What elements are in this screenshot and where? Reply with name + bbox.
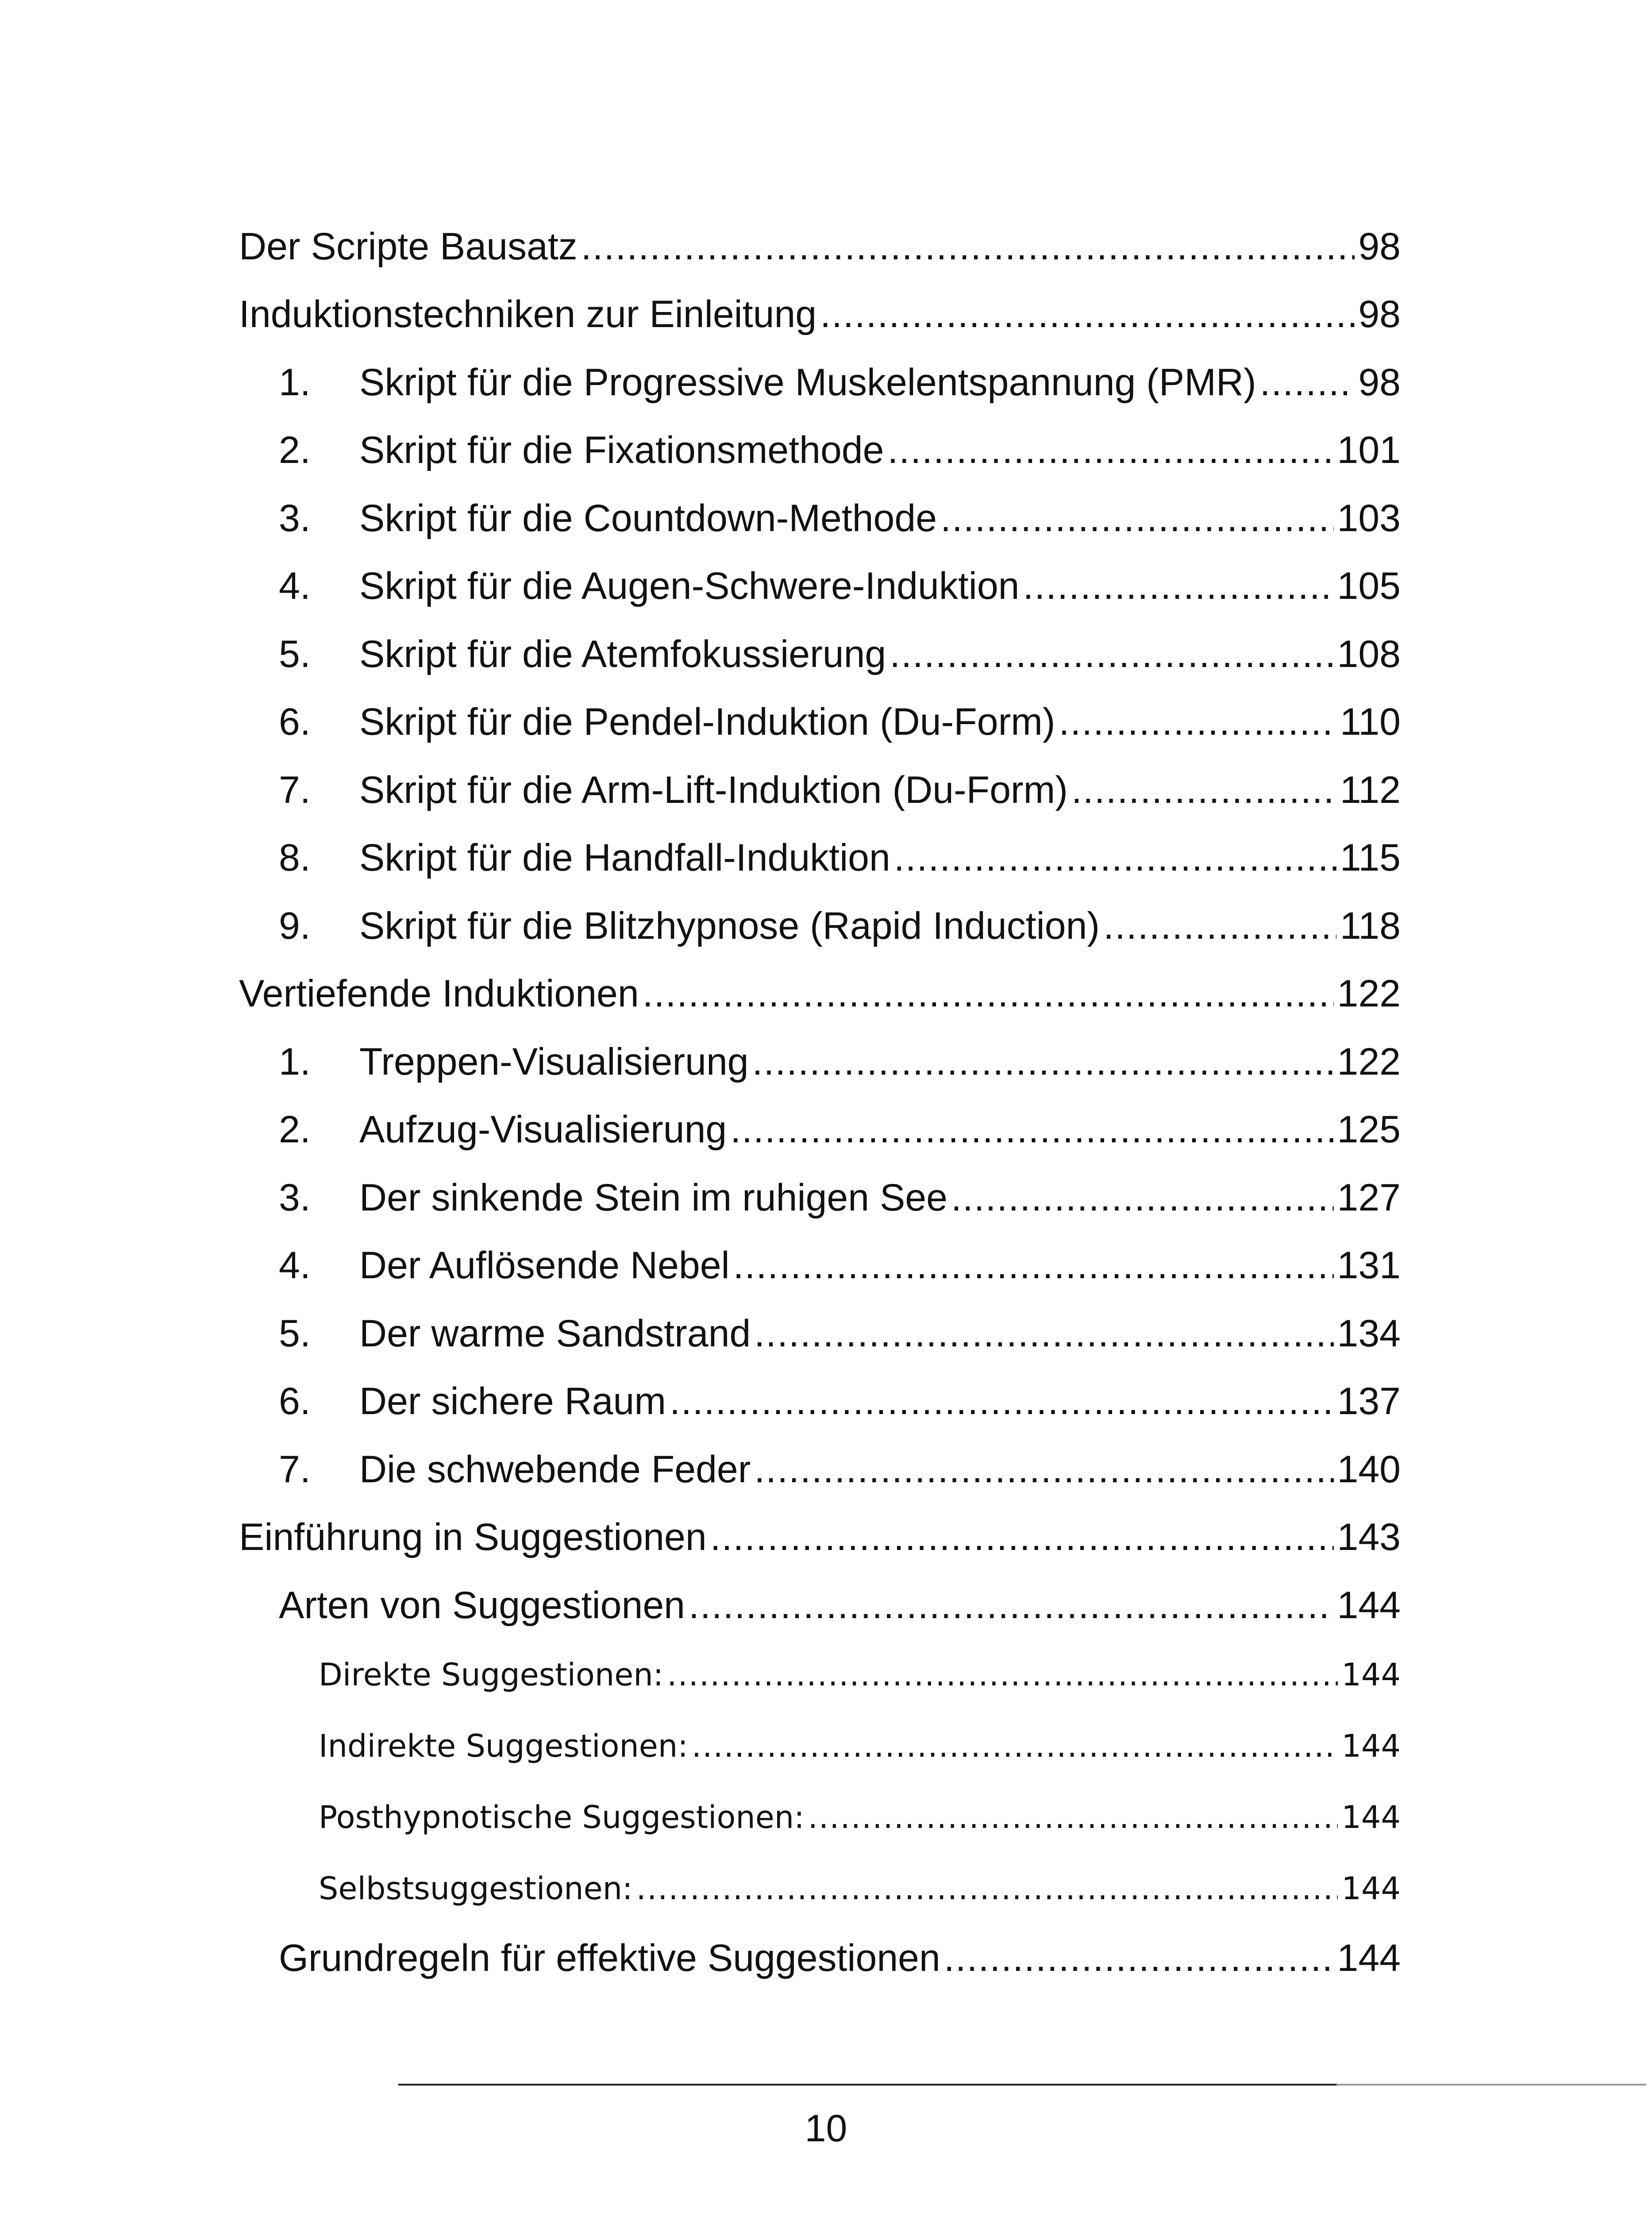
toc-entry[interactable]	[239, 892, 1401, 960]
toc-entry-page: 127	[1337, 1176, 1401, 1219]
dot-leader	[1103, 907, 1336, 945]
dot-leader	[951, 1179, 1334, 1217]
toc-entry-number: 4.	[279, 1244, 311, 1287]
toc-entry-page: 122	[1337, 1040, 1401, 1083]
dot-leader	[692, 1731, 1338, 1762]
toc-entry-page: 144	[1337, 1937, 1401, 1980]
dot-leader	[733, 1246, 1334, 1284]
toc-entry-page: 115	[1340, 837, 1401, 879]
toc-entry[interactable]	[239, 1782, 1401, 1853]
dot-leader	[894, 839, 1336, 877]
toc-entry-number: 2.	[279, 1108, 311, 1151]
toc-entry-page: 101	[1337, 429, 1401, 472]
toc-entry-page: 144	[1341, 1799, 1401, 1835]
toc-entry[interactable]	[239, 1711, 1401, 1782]
toc-entry-title: Skript für die Augen-Schwere-Induktion	[359, 565, 1020, 608]
toc-entry-title: Selbstsuggestionen:	[319, 1870, 633, 1907]
dot-leader	[636, 1873, 1338, 1904]
toc-entry-title: Skript für die Countdown-Methode	[359, 497, 937, 540]
dot-leader	[1059, 703, 1336, 741]
toc-entry-page: 98	[1358, 361, 1401, 404]
toc-entry-page: 98	[1358, 225, 1401, 268]
toc-entry-title: Indirekte Suggestionen:	[319, 1728, 688, 1764]
toc-entry[interactable]	[239, 484, 1401, 552]
toc-entry-page: 144	[1341, 1728, 1401, 1764]
toc-entry[interactable]	[239, 1639, 1401, 1711]
toc-entry[interactable]	[239, 1299, 1401, 1368]
toc-entry[interactable]	[239, 348, 1401, 416]
toc-entry-page: 110	[1340, 701, 1401, 744]
toc-entry[interactable]	[239, 824, 1401, 892]
toc-entry-title: Skript für die Fixationsmethode	[359, 429, 884, 472]
toc-entry-page: 137	[1337, 1380, 1401, 1423]
toc-entry[interactable]	[239, 1028, 1401, 1096]
toc-entry-title: Der sinkende Stein im ruhigen See	[359, 1176, 947, 1219]
dot-leader	[1260, 363, 1355, 401]
toc-entry-page: 140	[1337, 1448, 1401, 1491]
toc-entry-number: 8.	[279, 837, 311, 879]
toc-entry-title: Der sichere Raum	[359, 1380, 666, 1423]
toc-entry-title: Skript für die Arm-Lift-Induktion (Du-Form)	[359, 768, 1068, 811]
toc-entry[interactable]	[239, 1504, 1401, 1572]
toc-entry-title: Aufzug-Visualisierung	[359, 1108, 727, 1151]
toc-entry[interactable]	[239, 416, 1401, 485]
dot-leader	[940, 499, 1333, 537]
toc-entry-page: 108	[1337, 632, 1401, 675]
dot-leader	[820, 295, 1355, 333]
toc-entry-page: 143	[1337, 1516, 1401, 1559]
dot-leader	[667, 1659, 1338, 1690]
toc-entry-number: 3.	[279, 497, 311, 540]
toc-entry-page: 118	[1340, 904, 1401, 947]
dot-leader	[754, 1315, 1333, 1353]
dot-leader	[581, 227, 1355, 266]
toc-entry-title: Skript für die Pendel-Induktion (Du-Form)	[359, 701, 1055, 744]
toc-entry[interactable]	[239, 281, 1401, 349]
toc-entry-page: 98	[1358, 293, 1401, 336]
toc-entry-number: 7.	[279, 1448, 311, 1491]
footer-rule	[398, 2084, 1646, 2086]
toc-entry-title: Direkte Suggestionen:	[319, 1657, 664, 1693]
toc-entry-title: Posthypnotische Suggestionen:	[319, 1799, 805, 1835]
toc-entry[interactable]	[239, 688, 1401, 756]
toc-entry-title: Skript für die Handfall-Induktion	[359, 837, 890, 879]
toc-entry-page: 144	[1341, 1870, 1401, 1907]
toc-entry-page: 131	[1337, 1244, 1401, 1287]
toc-entry-number: 3.	[279, 1176, 311, 1219]
toc-entry-page: 103	[1337, 497, 1401, 540]
dot-leader	[887, 431, 1333, 469]
toc-entry[interactable]	[239, 1232, 1401, 1300]
toc-entry[interactable]	[239, 1435, 1401, 1504]
toc-entry-title: Arten von Suggestionen	[279, 1584, 685, 1627]
toc-entry-number: 6.	[279, 1380, 311, 1423]
toc-entry-page: 125	[1337, 1108, 1401, 1151]
dot-leader	[730, 1110, 1333, 1149]
dot-leader	[710, 1518, 1334, 1556]
toc-entry[interactable]	[239, 1096, 1401, 1164]
toc-entry[interactable]	[239, 620, 1401, 688]
toc-entry[interactable]	[239, 552, 1401, 621]
dot-leader	[1023, 567, 1333, 605]
toc-entry-number: 4.	[279, 565, 311, 608]
toc-entry-title: Die schwebende Feder	[359, 1448, 751, 1491]
toc-entry-title: Skript für die Blitzhypnose (Rapid Induction)	[359, 904, 1100, 947]
toc-entry-title: Induktionstechniken zur Einleitung	[239, 293, 817, 336]
toc-entry-number: 1.	[279, 1040, 311, 1083]
toc-entry[interactable]	[239, 1368, 1401, 1436]
toc-entry-page: 105	[1337, 565, 1401, 608]
toc-entry-page: 134	[1337, 1312, 1401, 1355]
toc-entry[interactable]	[239, 1924, 1401, 1993]
toc-entry-title: Der Auflösende Nebel	[359, 1244, 730, 1287]
toc-entry-page: 122	[1337, 972, 1401, 1015]
dot-leader	[670, 1382, 1334, 1420]
toc-entry-title: Skript für die Atemfokussierung	[359, 632, 886, 675]
toc-entry[interactable]	[239, 1164, 1401, 1232]
toc-entry[interactable]	[239, 212, 1401, 281]
dot-leader	[1071, 771, 1336, 809]
toc-entry-page: 144	[1341, 1657, 1401, 1693]
toc-entry-number: 5.	[279, 1312, 311, 1355]
toc-entry[interactable]	[239, 756, 1401, 824]
toc-entry-number: 5.	[279, 632, 311, 675]
toc-entry-title: Skript für die Progressive Muskelentspannung (PMR)	[359, 361, 1256, 404]
dot-leader	[689, 1586, 1334, 1624]
toc-entry-page: 112	[1340, 768, 1401, 811]
page-number: 10	[805, 2107, 847, 2150]
dot-leader	[752, 1043, 1334, 1081]
dot-leader	[944, 1939, 1334, 1977]
toc-entry-title: Einführung in Suggestionen	[239, 1516, 707, 1559]
dot-leader	[643, 975, 1334, 1013]
dot-leader	[754, 1450, 1333, 1488]
toc-entry-number: 7.	[279, 768, 311, 811]
toc-entry-title: Vertiefende Induktionen	[239, 972, 639, 1015]
toc-entry[interactable]	[239, 1853, 1401, 1924]
dot-leader	[890, 635, 1333, 673]
dot-leader	[808, 1802, 1338, 1833]
toc-entry[interactable]	[239, 960, 1401, 1028]
toc-entry-title: Treppen-Visualisierung	[359, 1040, 749, 1083]
table-of-contents	[239, 212, 1401, 1992]
toc-entry-number: 6.	[279, 701, 311, 744]
toc-entry-title: Der Scripte Bausatz	[239, 225, 578, 268]
toc-entry-number: 2.	[279, 429, 311, 472]
toc-entry-title: Grundregeln für effektive Suggestionen	[279, 1937, 940, 1980]
toc-entry[interactable]	[239, 1571, 1401, 1639]
toc-entry-number: 9.	[279, 904, 311, 947]
toc-entry-title: Der warme Sandstrand	[359, 1312, 751, 1355]
toc-entry-number: 1.	[279, 361, 311, 404]
toc-entry-page: 144	[1337, 1584, 1401, 1627]
